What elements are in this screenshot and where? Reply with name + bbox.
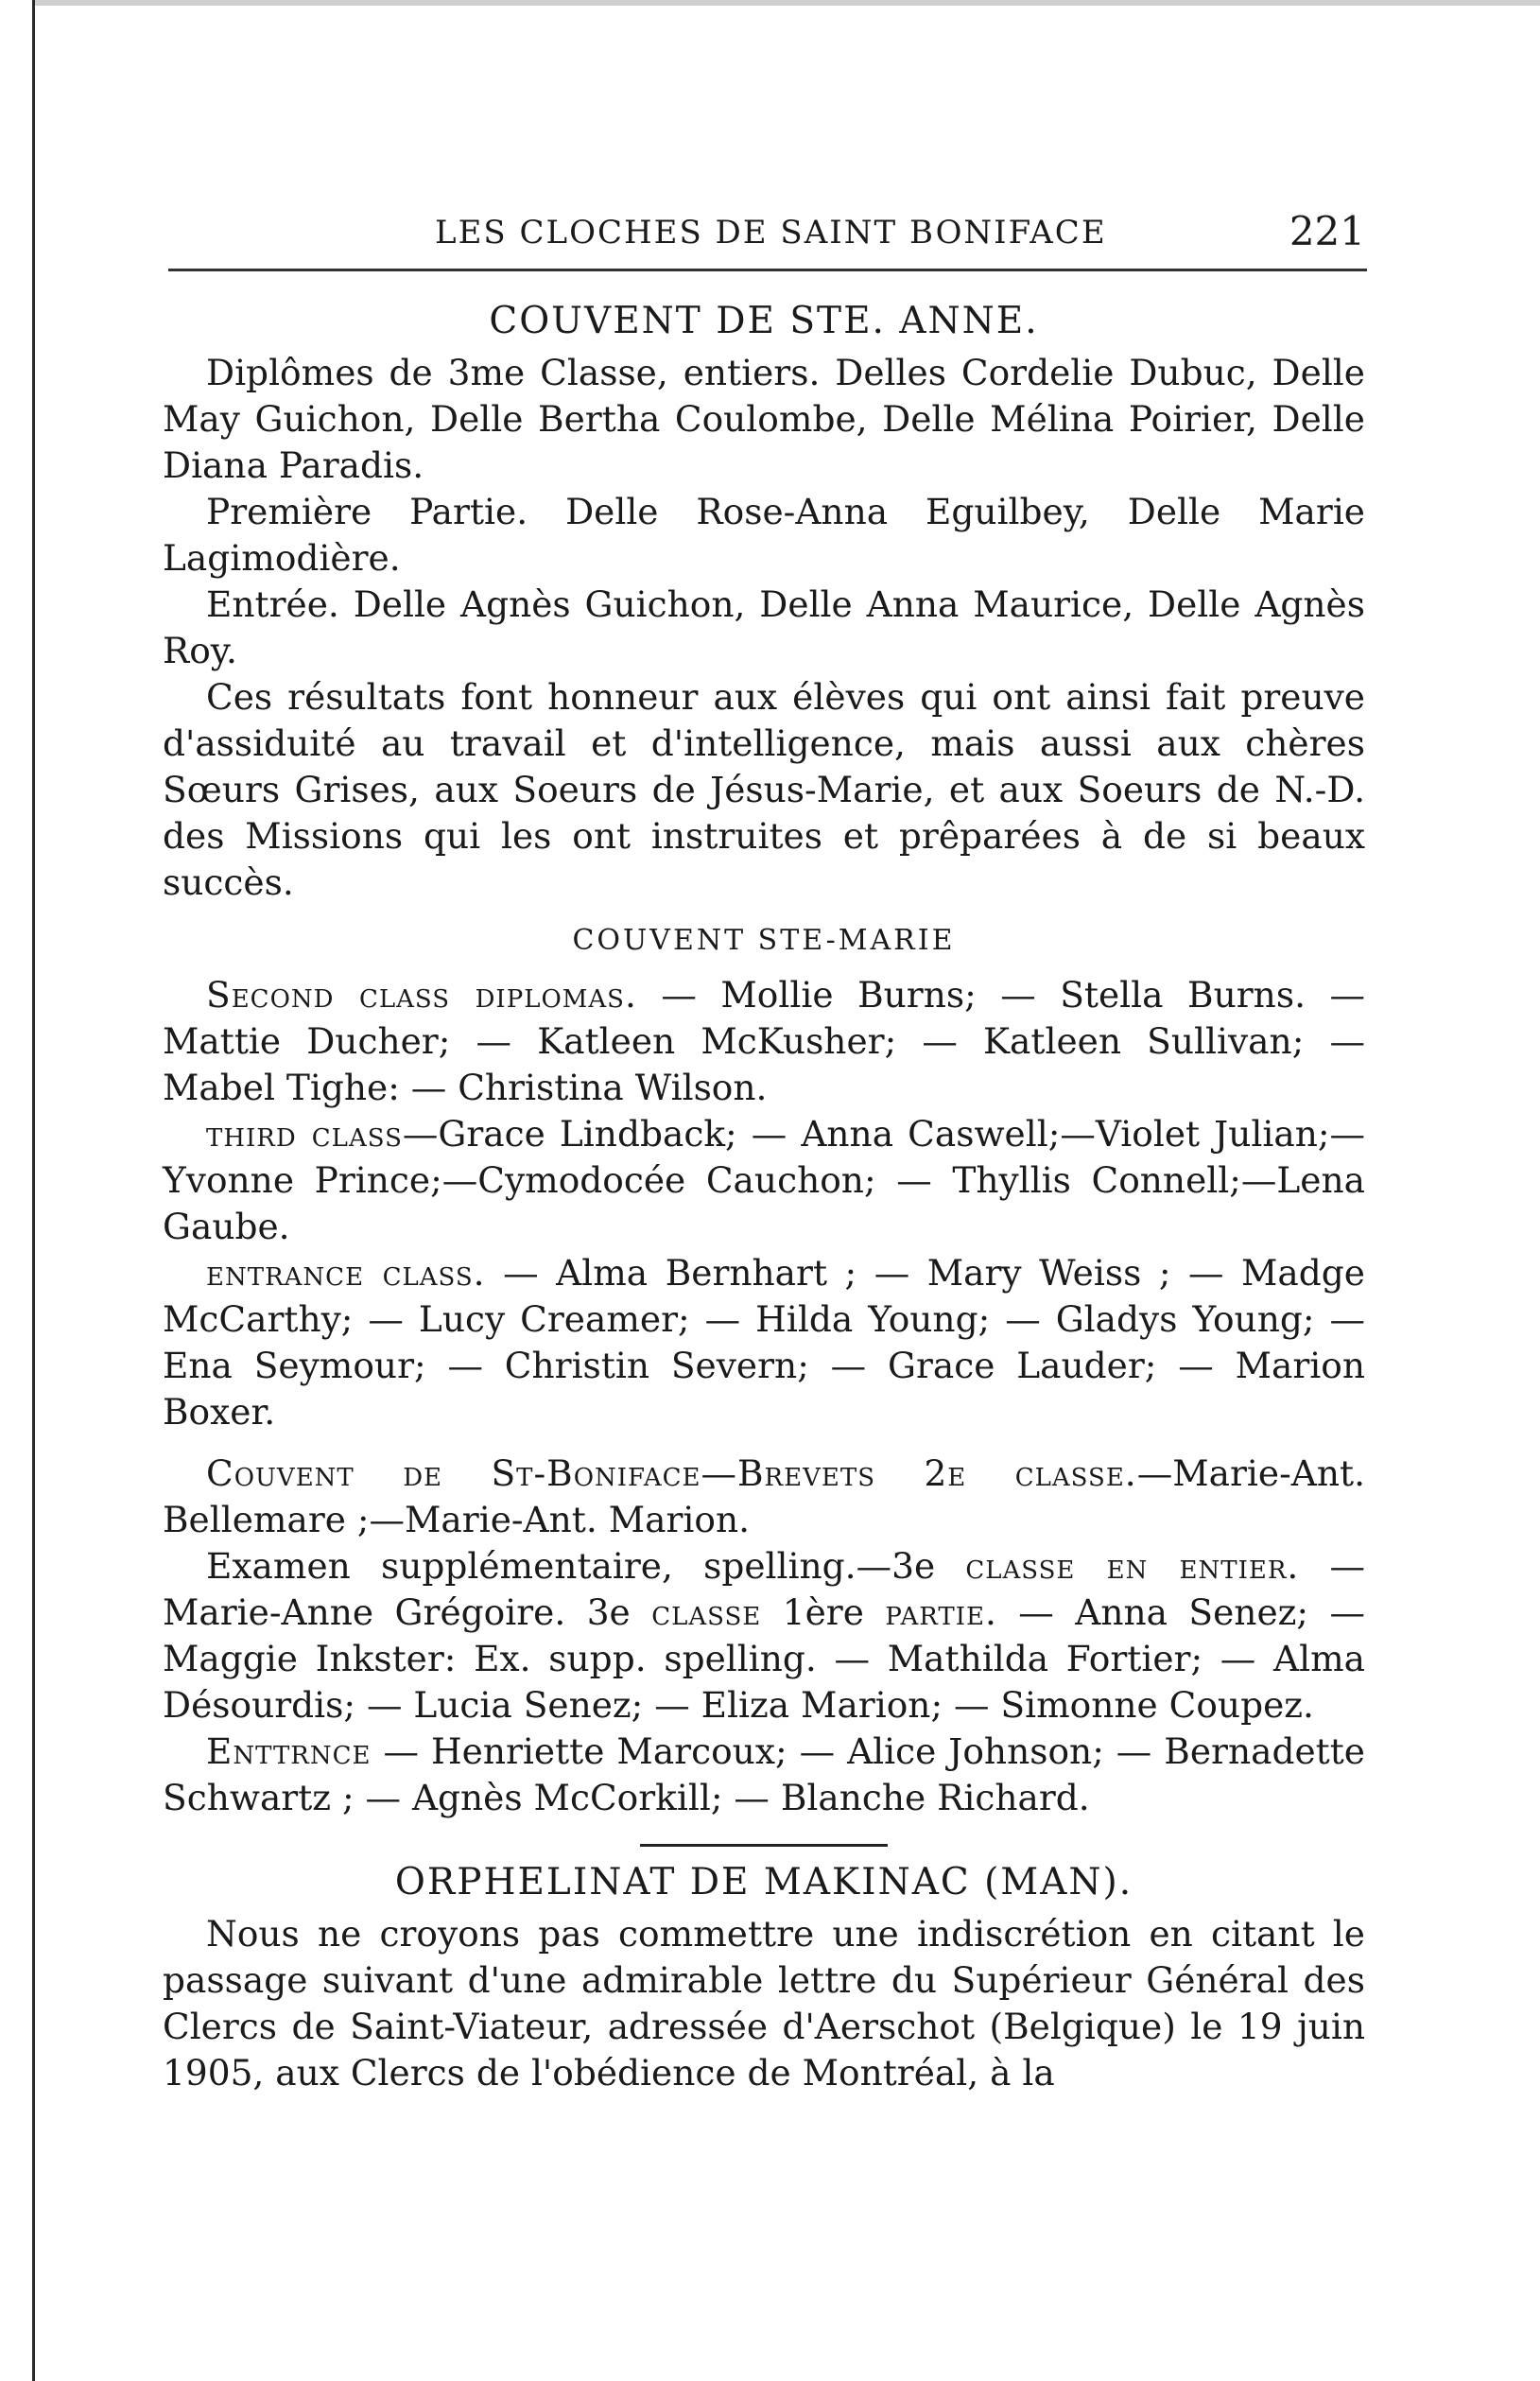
running-title: LES CLOCHES DE SAINT BONIFACE [435,214,1107,252]
paragraph-premiere-partie: Première Partie. Delle Rose-Anna Eguilbey, Delle Marie Lagimodière. [163,491,1365,579]
section-title-makinac: ORPHELINAT DE MAKINAC (MAN). [394,1861,1133,1903]
section-title-ste-anne: COUVENT DE STE. ANNE. [489,300,1039,342]
text-examen-a: Examen supplémentaire, spelling.—3e [206,1545,966,1587]
paragraph-entree: Entrée. Delle Agnès Guichon, Delle Anna Maurice, Delle Agnès Roy. [163,583,1365,671]
page-top-edge [32,0,1540,6]
section-title-ste-marie: COUVENT STE-MARIE [572,924,956,957]
text-examen-c: 1ère [761,1591,886,1633]
paragraph-entrance-st-boniface [163,1729,1365,1821]
page-body [163,293,1365,2096]
paragraph-examen [163,1543,1365,1729]
text-third-class: —Grace Lindback; — Anna Caswell;—Violet Julian;—Yvonne Prince;—Cymodocée Cauchon; — Thyllis Connell;—Lena Gaube. [163,1113,1365,1247]
label-entrance-class: entrance class. [206,1252,486,1294]
label-entrance-st-boniface: Enttrnce [206,1730,372,1772]
label-examen-c: partie. [885,1591,997,1633]
binding-edge [32,0,35,2381]
paragraph-diplomes: Diplômes de 3me Classe, entiers. Delles Cordelie Dubuc, Delle May Guichon, Delle Bertha Coulombe, Delle Mélina Poirier, Delle Diana Paradis. [163,352,1365,486]
label-examen-b: classe [651,1591,762,1633]
text-examen-b: — Marie-Anne Grégoire. 3e [163,1545,1365,1633]
text-entrance-st-boniface: — Henriette Marcoux; — Alice Johnson; — Bernadette Schwartz ; — Agnès McCorkill; — Blanche Richard. [163,1730,1365,1818]
paragraph-third-class [163,1111,1365,1250]
text-examen-d: — Anna Senez; — Maggie Inkster: Ex. supp. spelling. — Mathilda Fortier; — Alma Désourdis; — Lucia Senez; — Eliza Marion; — Simonne Coupez. [163,1591,1365,1726]
text-st-boniface: —Marie-Ant. Bellemare ;—Marie-Ant. Marion. [163,1452,1365,1540]
page-number: 221 [1289,208,1365,254]
label-third-class: third class [206,1113,403,1155]
header-rule [168,269,1367,271]
paragraph-entrance-class [163,1250,1365,1435]
paragraph-makinac: Nous ne croyons pas commettre une indiscrétion en citant le passage suivant d'une admirable lettre du Supérieur Général des Clercs de Saint-Viateur, adressée d'Aerschot (Belgique) le 19 juin 1905, aux Clercs de l'obédience de Montréal, à la [163,1913,1365,2094]
paragraph-st-boniface [163,1451,1365,1543]
section-divider [640,1844,888,1847]
label-examen-a: classe en entier. [965,1545,1300,1587]
spacer [163,1435,1365,1451]
label-second-class: Second class diplomas. [206,974,637,1016]
page-header [435,202,1365,259]
paragraph-second-class [163,972,1365,1111]
paragraph-resultats: Ces résultats font honneur aux élèves qui ont ainsi fait preuve d'assiduité au travail et d'intelligence, mais aussi aux chères Sœurs Grises, aux Soeurs de Jésus-Marie, et aux Soeurs de N.-D. des Missions qui les ont instruites et prêparées à de si beaux succès. [163,676,1365,903]
text-second-class: — Mollie Burns; — Stella Burns. — Mattie Ducher; — Katleen McKusher; — Katleen Sullivan; — Mabel Tighe: — Christina Wilson. [163,974,1365,1108]
label-st-boniface: Couvent de St-Boniface—Brevets 2e classe. [206,1452,1137,1494]
text-entrance-class: — Alma Bernhart ; — Mary Weiss ; — Madge McCarthy; — Lucy Creamer; — Hilda Young; — Gladys Young; — Ena Seymour; — Christin Severn; — Grace Lauder; — Marion Boxer. [163,1252,1365,1433]
